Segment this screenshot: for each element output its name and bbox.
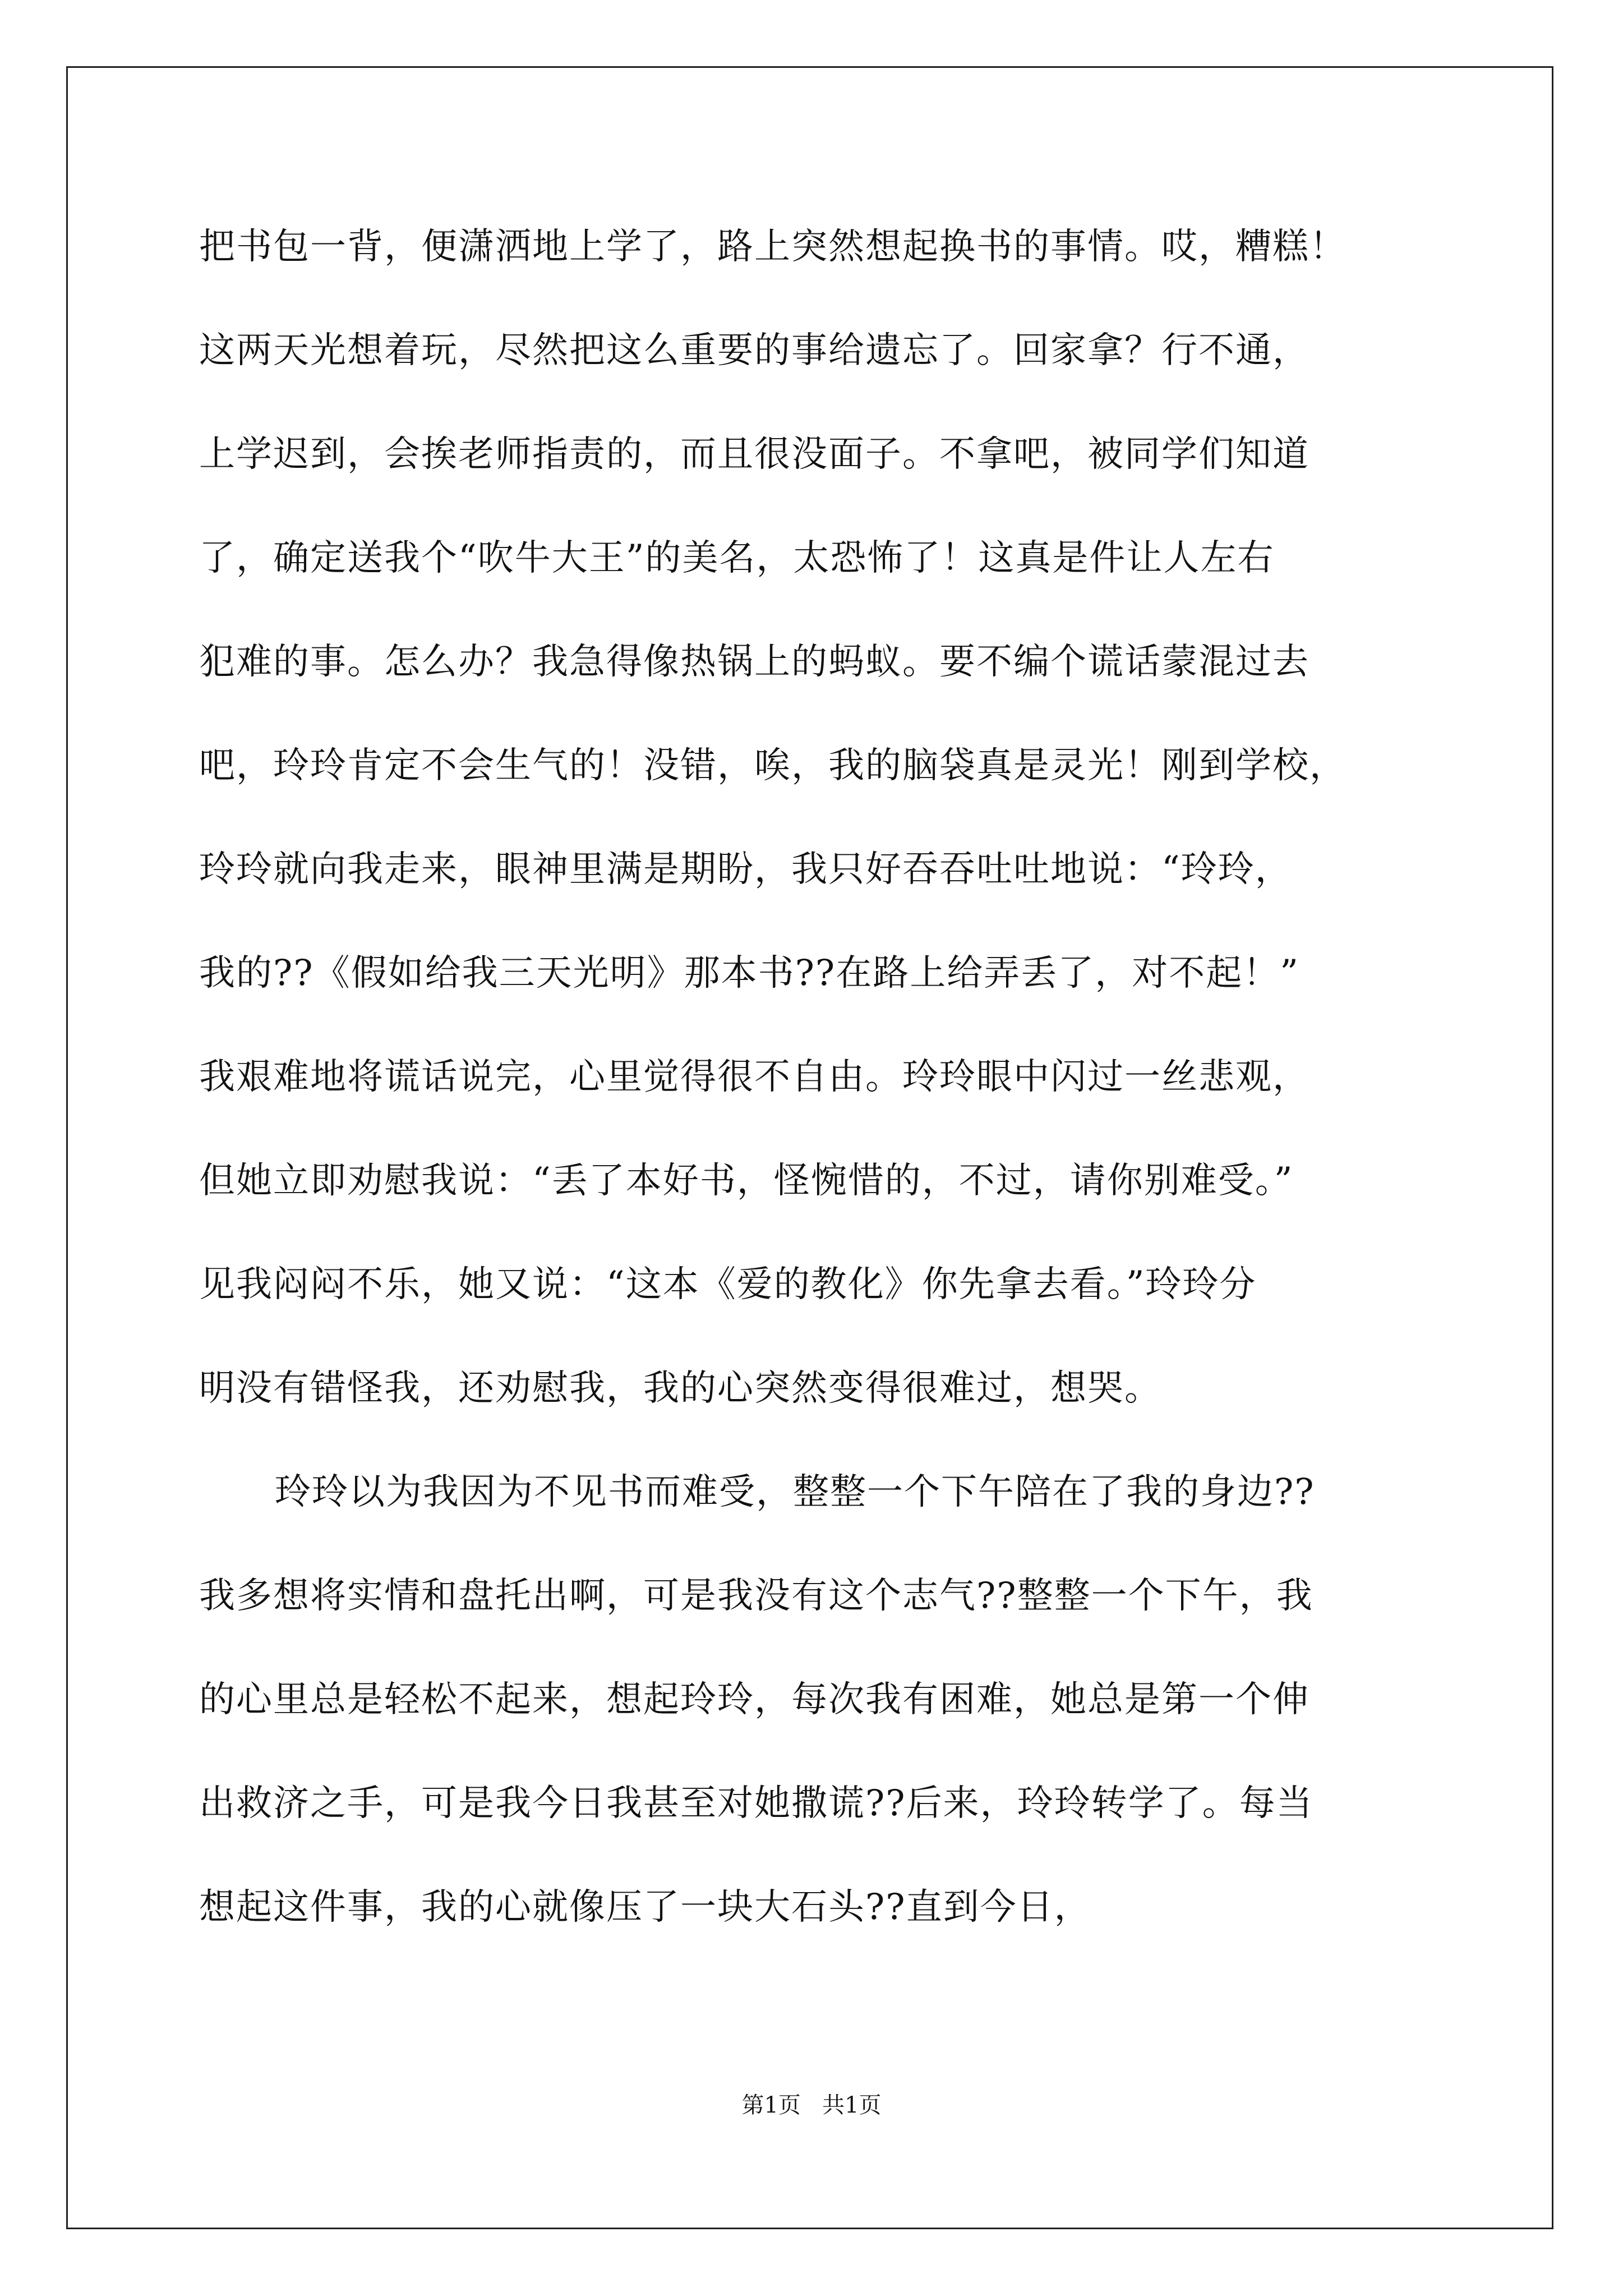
text-line-3: 上学迟到，会挨老师指责的，而且很没面子。不拿吧，被同学们知道 (199, 434, 1310, 475)
text-line-9: 我艰难地将谎话说完，心里觉得很不自由。玲玲眼中闪过一丝悲观， (199, 1056, 1310, 1098)
text-line-2: 这两天光想着玩，尽然把这么重要的事给遗忘了。回家拿？行不通， (199, 330, 1310, 371)
text-line-8: 我的??《假如给我三天光明》那本书??在路上给弄丢了，对不起！” (199, 953, 1299, 994)
text-line-1: 把书包一背，便潇洒地上学了，路上突然想起换书的事情。哎，糟糕！ (199, 226, 1347, 268)
text-line-13: 玲玲以为我因为不见书而难受，整整一个下午陪在了我的身边?? (275, 1471, 1315, 1513)
text-line-4: 了，确定送我个“吹牛大王”的美名，太恐怖了！这真是件让人左右 (199, 537, 1275, 579)
page-footer: 第1页 共1页 (741, 2092, 882, 2118)
text-line-6: 吧，玲玲肯定不会生气的！没错，唉，我的脑袋真是灵光！刚到学校， (199, 745, 1347, 786)
text-line-14: 我多想将实情和盘托出啊，可是我没有这个志气??整整一个下午，我 (199, 1575, 1313, 1617)
text-line-11: 见我闷闷不乐，她又说：“这本《爱的教化》你先拿去看。”玲玲分 (199, 1264, 1257, 1305)
text-line-12: 明没有错怪我，还劝慰我，我的心突然变得很难过，想哭。 (199, 1368, 1161, 1409)
text-line-16: 出救济之手，可是我今日我甚至对她撒谎??后来，玲玲转学了。每当 (199, 1783, 1313, 1824)
text-line-10: 但她立即劝慰我说：“丢了本好书，怪惋惜的，不过，请你别难受。” (199, 1160, 1294, 1202)
text-line-7: 玲玲就向我走来，眼神里满是期盼，我只好吞吞吐吐地说：“玲玲， (199, 849, 1292, 890)
text-line-17: 想起这件事，我的心就像压了一块大石头??直到今日， (199, 1887, 1091, 1928)
text-line-5: 犯难的事。怎么办？我急得像热锅上的蚂蚁。要不编个谎话蒙混过去 (199, 641, 1310, 683)
text-line-15: 的心里总是轻松不起来，想起玲玲，每次我有困难，她总是第一个伸 (199, 1679, 1310, 1720)
